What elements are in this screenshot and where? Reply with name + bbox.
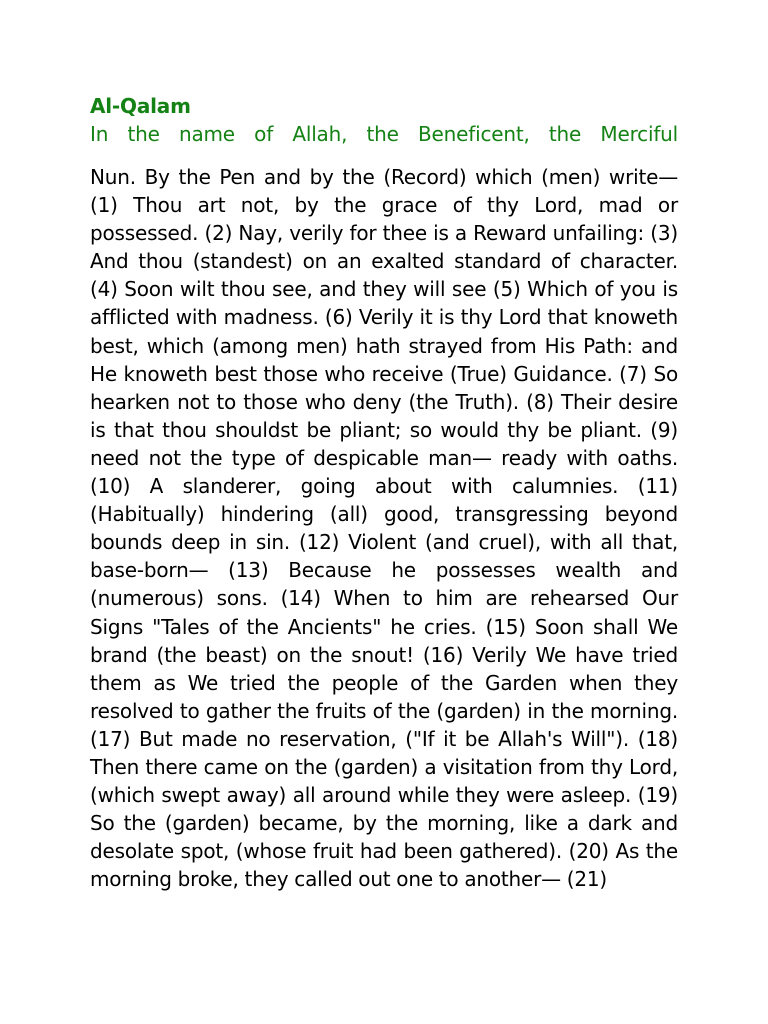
verse-text: Nun. By the Pen and by the (Record) which (men) write— (1) Thou art not, by the grace of thy Lord, mad or possessed. (2) Nay, verily for thee is a Reward unfailing: (3) And thou (standest) on an exalted standard of character. (4) Soon wilt thou see, and they will see (5) Which of you is afflicted with madness. (6) Verily it is thy Lord that knoweth best, which (among men) hath strayed from His Path: and He knoweth best those who receive (True) Guidance. (7) So hearken not to those who deny (the Truth). (8) Their desire is that thou shouldst be pliant; so would thy be pliant. (9) need not the type of despicable man— ready with oaths. (10) A slanderer, going about with calumnies. (11) (Habitually) hindering (all) good, transgressing beyond bounds deep in sin. (12) Violent (and cruel), with all that, base-born— (13) Because he possesses wealth and (numerous) sons. (14) When to him are rehearsed Our Signs "Tales of the Ancients" he cries. (15) Soon shall We brand (the beast) on the snout! (16) Verily We have tried them as We tried the people of the Garden when they resolved to gather the fruits of the (garden) in the morning. (17) But made no reservation, ("If it be Allah's Will"). (18) Then there came on the (garden) a visitation from thy Lord, (which swept away) all around while they were asleep. (19) So the (garden) became, by the morning, like a dark and desolate spot, (whose fruit had been gathered). (20) As the morning broke, they called out one to another— (21) <box>90 165 678 892</box>
surah-title: Al-Qalam <box>90 94 191 118</box>
basmala-subtitle: In the name of Allah, the Beneficent, the Merciful <box>90 122 678 146</box>
document-page <box>90 92 678 893</box>
